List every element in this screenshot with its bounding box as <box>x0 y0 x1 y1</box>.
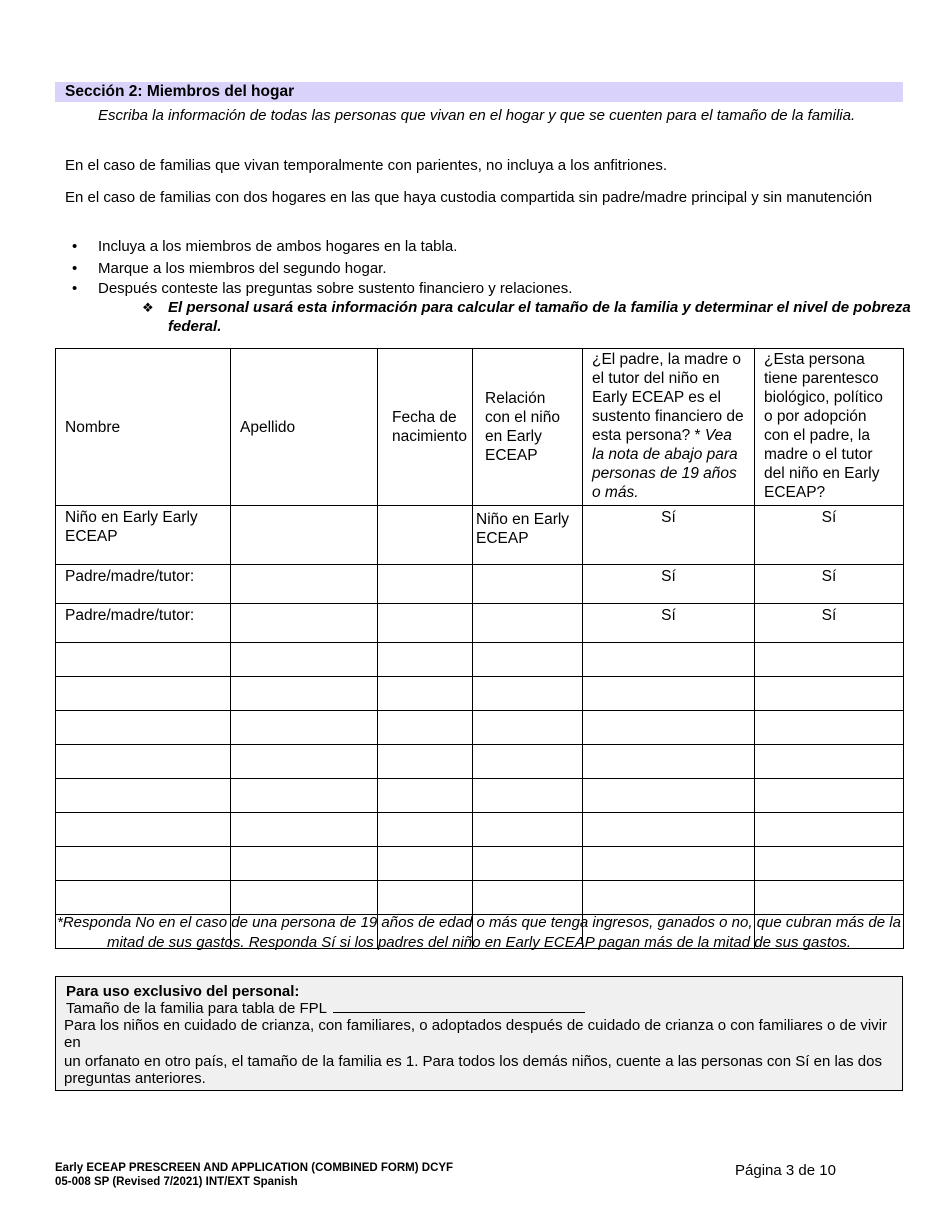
cell-relacion[interactable] <box>473 881 583 915</box>
diamond-bullet-icon: ❖ <box>142 300 154 315</box>
cell-parentesco[interactable] <box>755 779 904 813</box>
table-row-empty <box>56 881 904 915</box>
cell-fecha-nacimiento[interactable] <box>378 643 473 677</box>
cell-relacion[interactable] <box>473 813 583 847</box>
bullet-icon: • <box>72 260 78 277</box>
header-nombre: Nombre <box>56 349 231 506</box>
staff-text-1: Para los niños en cuidado de crianza, con familiares, o adoptados después de cuidado de crianza o con familiares o de vivir en <box>64 1017 887 1051</box>
cell-relacion[interactable] <box>473 677 583 711</box>
cell-apellido[interactable] <box>231 643 378 677</box>
cell-sustento-si[interactable]: Sí <box>583 604 755 643</box>
table-row-empty <box>56 643 904 677</box>
cell-nombre[interactable] <box>56 643 231 677</box>
cell-relacion[interactable] <box>473 847 583 881</box>
bullet-icon: • <box>72 280 78 297</box>
cell-parentesco-si[interactable]: Sí <box>755 565 904 604</box>
bullet-item <box>72 279 572 298</box>
cell-apellido[interactable] <box>231 813 378 847</box>
cell-relacion[interactable] <box>473 604 583 643</box>
cell-apellido[interactable] <box>231 847 378 881</box>
cell-fecha-nacimiento[interactable] <box>378 847 473 881</box>
cell-nombre[interactable] <box>56 677 231 711</box>
cell-apellido[interactable] <box>231 604 378 643</box>
page-number: Página 3 de 10 <box>735 1162 836 1179</box>
cell-apellido[interactable] <box>231 506 378 565</box>
cell-parentesco[interactable] <box>755 813 904 847</box>
table-row-empty <box>56 745 904 779</box>
cell-nombre: Padre/madre/tutor: <box>56 565 231 604</box>
cell-apellido[interactable] <box>231 779 378 813</box>
cell-nombre: Niño en Early Early ECEAP <box>56 506 231 565</box>
table-row-empty <box>56 847 904 881</box>
bullet-text: Marque a los miembros del segundo hogar. <box>98 260 387 277</box>
cell-fecha-nacimiento[interactable] <box>378 677 473 711</box>
cell-relacion[interactable] <box>473 779 583 813</box>
cell-apellido[interactable] <box>231 745 378 779</box>
cell-fecha-nacimiento[interactable] <box>378 881 473 915</box>
header-sustento-text: ¿El padre, la madre o el tutor del niño en Early ECEAP es el sustento financiero de esta persona? * <box>592 351 744 444</box>
cell-parentesco[interactable] <box>755 643 904 677</box>
header-relacion: Relación con el niño en Early ECEAP <box>473 349 583 506</box>
section-title: Sección 2: Miembros del hogar <box>55 82 903 102</box>
cell-nombre[interactable] <box>56 813 231 847</box>
cell-nombre: Padre/madre/tutor: <box>56 604 231 643</box>
bullet-text: Después conteste las preguntas sobre sustento financiero y relaciones. <box>98 280 573 297</box>
cell-parentesco-si[interactable]: Sí <box>755 604 904 643</box>
cell-sustento[interactable] <box>583 643 755 677</box>
cell-fecha-nacimiento[interactable] <box>378 813 473 847</box>
staff-note-text: El personal usará esta información para calcular el tamaño de la familia y determinar el nivel de pobreza federal. <box>168 299 911 335</box>
footnote: *Responda No en el caso de una persona de 19 años de edad o más que tenga ingresos, ganados o no, que cubran más de la mitad de sus gastos. Responda Sí si los padres del niño en Early ECEAP pagan más de la mitad de sus gastos. <box>57 914 901 951</box>
bullet-text: Incluya a los miembros de ambos hogares en la tabla. <box>98 238 458 255</box>
cell-fecha-nacimiento[interactable] <box>378 565 473 604</box>
cell-sustento[interactable] <box>583 881 755 915</box>
cell-fecha-nacimiento[interactable] <box>378 506 473 565</box>
header-sustento-note: Vea la nota de abajo para personas de 19 años o más. <box>592 427 738 501</box>
cell-sustento[interactable] <box>583 847 755 881</box>
staff-text-2: un orfanato en otro país, el tamaño de la familia es 1. Para todos los demás niños, cuente a las personas con Sí en las dos preguntas anteriores. <box>64 1053 882 1087</box>
cell-nombre[interactable] <box>56 847 231 881</box>
staff-note <box>142 298 922 336</box>
cell-relacion[interactable] <box>473 565 583 604</box>
header-fecha-nacimiento: Fecha de nacimiento <box>378 349 473 506</box>
staff-box-title: Para uso exclusivo del personal: <box>66 983 300 1000</box>
cell-parentesco[interactable] <box>755 745 904 779</box>
table-row-empty <box>56 677 904 711</box>
header-parentesco: ¿Esta persona tiene parentesco biológico, político o por adopción con el padre, la madre o el tutor del niño en Early ECEAP? <box>755 349 904 506</box>
cell-nombre[interactable] <box>56 711 231 745</box>
cell-relacion[interactable] <box>473 711 583 745</box>
paragraph-temporary-relatives: En el caso de familias que vivan temporalmente con parientes, no incluya a los anfitriones. <box>65 157 667 174</box>
cell-sustento-si[interactable]: Sí <box>583 565 755 604</box>
cell-parentesco[interactable] <box>755 847 904 881</box>
cell-fecha-nacimiento[interactable] <box>378 779 473 813</box>
fpl-input-line[interactable] <box>333 1000 585 1013</box>
cell-fecha-nacimiento[interactable] <box>378 745 473 779</box>
cell-sustento[interactable] <box>583 711 755 745</box>
bullet-item <box>72 237 457 256</box>
cell-nombre[interactable] <box>56 745 231 779</box>
cell-sustento[interactable] <box>583 677 755 711</box>
cell-parentesco-si[interactable]: Sí <box>755 506 904 565</box>
fpl-label: Tamaño de la familia para tabla de FPL <box>66 1000 327 1017</box>
table-row-empty <box>56 711 904 745</box>
header-apellido: Apellido <box>231 349 378 506</box>
bullet-icon: • <box>72 238 78 255</box>
cell-sustento-si[interactable]: Sí <box>583 506 755 565</box>
cell-parentesco[interactable] <box>755 677 904 711</box>
header-sustento-financiero <box>583 349 755 506</box>
cell-parentesco[interactable] <box>755 711 904 745</box>
cell-relacion: Niño en Early ECEAP <box>473 506 583 565</box>
paragraph-two-households: En el caso de familias con dos hogares en las que haya custodia compartida sin padre/madre principal y sin manutención <box>65 189 873 206</box>
table-row-empty <box>56 779 904 813</box>
household-members-table <box>55 348 904 949</box>
cell-sustento[interactable] <box>583 745 755 779</box>
cell-fecha-nacimiento[interactable] <box>378 711 473 745</box>
cell-apellido[interactable] <box>231 711 378 745</box>
fpl-row <box>64 1000 902 1017</box>
cell-nombre[interactable] <box>56 779 231 813</box>
staff-only-box <box>55 976 903 1091</box>
cell-nombre[interactable] <box>56 881 231 915</box>
cell-sustento[interactable] <box>583 779 755 813</box>
cell-relacion[interactable] <box>473 745 583 779</box>
table-row-empty <box>56 813 904 847</box>
bullet-item <box>72 259 387 278</box>
table-row <box>56 565 904 604</box>
table-header-row <box>56 349 904 506</box>
cell-parentesco[interactable] <box>755 881 904 915</box>
cell-sustento[interactable] <box>583 813 755 847</box>
section-intro: Escriba la información de todas las personas que vivan en el hogar y que se cuenten para el tamaño de la familia. <box>98 107 856 124</box>
table-row <box>56 506 904 565</box>
cell-apellido[interactable] <box>231 565 378 604</box>
cell-apellido[interactable] <box>231 677 378 711</box>
cell-relacion[interactable] <box>473 643 583 677</box>
table-row <box>56 604 904 643</box>
cell-apellido[interactable] <box>231 881 378 915</box>
cell-fecha-nacimiento[interactable] <box>378 604 473 643</box>
form-identifier: Early ECEAP PRESCREEN AND APPLICATION (COMBINED FORM) DCYF 05-008 SP (Revised 7/2021) INT/EXT Spanish <box>55 1162 454 1188</box>
